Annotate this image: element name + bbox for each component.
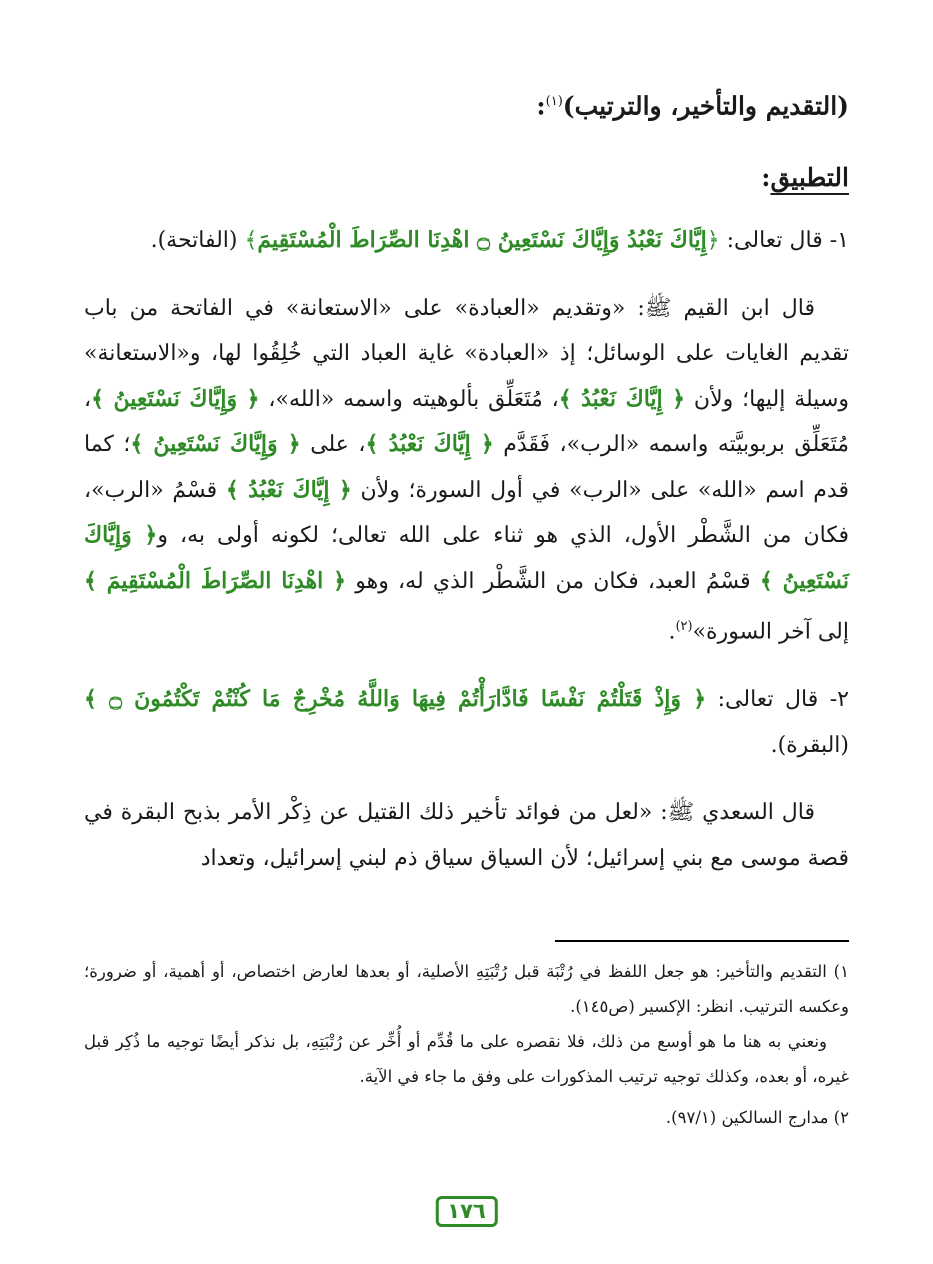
quran-inline-4: ﴿ وَإِيَّاكَ نَسْتَعِينُ ﴾ xyxy=(130,431,301,458)
heading-title: (التقديم والتأخير، والترتيب) xyxy=(562,91,849,121)
item-2 xyxy=(84,677,849,768)
footnote-divider xyxy=(555,940,849,942)
ibn-qayyim-quote xyxy=(84,286,849,655)
quote1-part3: ، مُتَعَلِّق بربوبيَّته واسمه «الرب»، فَقَدَّم xyxy=(84,386,849,458)
section-title: التطبيق xyxy=(770,163,849,193)
quote1-part1: قال ابن القيم ﷺ: «وتقديم «العبادة» على «الاستعانة» في الفاتحة من باب تقديم الغايات على الوسائل؛ إذ «العبادة» غاية العباد التي خُلِقُوا لها، و«الاستعانة» وسيلة إليها؛ ولأن xyxy=(84,295,849,412)
quote1-part4: ، على xyxy=(300,432,366,458)
heading-colon: : xyxy=(536,91,546,121)
main-content: (التقديم والتأخير، والترتيب)$^{(١)}$: التطبيق: ١- قال تعالى: ﴿إِيَّاكَ نَعْبُدُ وَإِيَّاكَ نَسْتَعِينُ ۝ اهْدِنَا الصِّرَاطَ الْمُسْتَقِيمَ﴾ (الفاتحة). قال ابن القيم ﷺ: «وتقديم «العبادة» على «الاستعانة» في الفاتحة من باب تقديم الغايات على الوسائل؛ إذ «العبادة» غاية العباد التي خُلِقُوا لها، و«الاستعانة» وسيلة إليها؛ ولأن ﴿ إِيَّاكَ نَعْبُدُ ﴾، مُتَعَلِّق بألوهيته واسمه «الله»، ﴿ وَإِيَّاكَ نَسْتَعِينُ ﴾، مُتَعَلِّق بربوبيَّته واسمه «الرب»، فَقَدَّم ﴿ إِيَّاكَ نَعْبُدُ ﴾، على ﴿ وَإِيَّاكَ نَسْتَعِينُ ﴾؛ كما قدم اسم «الله» على «الرب» في أول السورة؛ ولأن ﴿ إِيَّاكَ نَعْبُدُ ﴾ قسْمُ «الرب»، فكان من الشَّطْر الأول، الذي هو ثناء على الله تعالى؛ لكونه أولى به، و﴿ وَإِيَّاكَ نَسْتَعِينُ ﴾ قسْمُ العبد، فكان من الشَّطْر الذي له، وهو ﴿ اهْدِنَا الصِّرَاطَ الْمُسْتَقِيمَ ﴾ إلى آخر السورة»$^{(٢)}$. ٢- قال تعالى: ﴿ وَإِذْ قَتَلْتُمْ نَفْسًا فَادَّارَأْتُمْ فِيهَا وَاللَّهُ مُخْرِجٌ مَا كُنْتُمْ تَكْتُمُونَ ۝ ﴾ (البقرة). قال السعدي ﷺ: «لعل من فوائد تأخير ذلك القتيل عن ذِكْر الأمر بذبح البقرة في قصة موسى مع بني إسرائيل؛ لأن السياق سياق ذم لبني إسرائيل، وتعداد xyxy=(84,78,849,881)
quran-inline-2: ﴿ وَإِيَّاكَ نَسْتَعِينُ ﴾ xyxy=(91,385,260,412)
footnote-2: ٢) مدارج السالكين (٩٧/١). xyxy=(665,1108,849,1127)
quote1-part8: إلى آخر السورة» xyxy=(692,619,849,645)
item-1 xyxy=(84,218,849,264)
quote1-part6: قسْمُ «الرب»، فكان من الشَّطْر الأول، الذي هو ثناء على الله تعالى؛ لكونه أولى به، و xyxy=(84,477,849,549)
footnote-ref-2: (٢) xyxy=(675,619,693,635)
footnote-1: ١) التقديم والتأخير: هو جعل اللفظ في رُتْبَة قبل رُتْبَتِهِ الأصلية، أو بعدها لعارض اختصاص، أو أهمية، أو ضرورة؛ وعكسه الترتيب. انظر: الإكسير (ص١٤٥). xyxy=(84,962,849,1016)
quran-inline-6: ﴿ وَإِيَّاكَ نَسْتَعِينُ ﴾ xyxy=(84,522,849,594)
saadi-quote: قال السعدي ﷺ: «لعل من فوائد تأخير ذلك القتيل عن ذِكْر الأمر بذبح البقرة في قصة موسى مع بني إسرائيل؛ لأن السياق سياق ذم لبني إسرائيل، وتعداد xyxy=(84,800,849,871)
quran-inline-5: ﴿ إِيَّاكَ نَعْبُدُ ﴾ xyxy=(225,476,352,503)
chapter-heading xyxy=(84,78,849,130)
page-number: ١٧٦ xyxy=(435,1196,497,1227)
quote1-part5: ؛ كما قدم اسم «الله» على «الرب» في أول السورة؛ ولأن xyxy=(84,432,849,503)
quran-inline-3: ﴿ إِيَّاكَ نَعْبُدُ ﴾ xyxy=(365,431,494,458)
ornament-close: ﴾ xyxy=(244,228,258,254)
item-1-intro: ١- قال تعالى: xyxy=(719,228,849,254)
quran-verse-baqara: ﴿ وَإِذْ قَتَلْتُمْ نَفْسًا فَادَّارَأْتُمْ فِيهَا وَاللَّهُ مُخْرِجٌ مَا كُنْتُمْ تَكْتُمُونَ ۝ ﴾ xyxy=(84,686,707,713)
quran-inline-1: ﴿ إِيَّاكَ نَعْبُدُ ﴾ xyxy=(558,385,686,412)
quote1-end: . xyxy=(668,619,676,645)
quote1-part7: قسْمُ العبد، فكان من الشَّطْر الذي له، وهو xyxy=(346,568,760,594)
ornament-open: ﴿ xyxy=(706,228,720,254)
item-1-source: (الفاتحة). xyxy=(150,228,245,254)
item-2-intro: ٢- قال تعالى: xyxy=(706,687,849,713)
footnotes xyxy=(84,940,849,1135)
quote1-part2: ، مُتَعَلِّق بألوهيته واسمه «الله»، xyxy=(259,386,559,412)
footnote-1-continued: ونعني به هنا ما هو أوسع من ذلك، فلا نقصره على ما قُدِّم أو أُخِّر عن رُتْبَتِهِ، بل نذكر أيضًا توجيه ما ذُكِر قبل غيره، أو بعده، وكذلك توجيه ترتيب المذكورات على وفق ما جاء في الآية. xyxy=(84,1032,849,1086)
quran-verse-fatiha: إِيَّاكَ نَعْبُدُ وَإِيَّاكَ نَسْتَعِينُ ۝ اهْدِنَا الصِّرَاطَ الْمُسْتَقِيمَ xyxy=(257,227,707,254)
item-2-source: (البقرة). xyxy=(770,732,849,758)
footnote-ref-1: (١) xyxy=(545,94,563,109)
quran-inline-7: ﴿ اهْدِنَا الصِّرَاطَ الْمُسْتَقِيمَ ﴾ xyxy=(84,567,347,594)
